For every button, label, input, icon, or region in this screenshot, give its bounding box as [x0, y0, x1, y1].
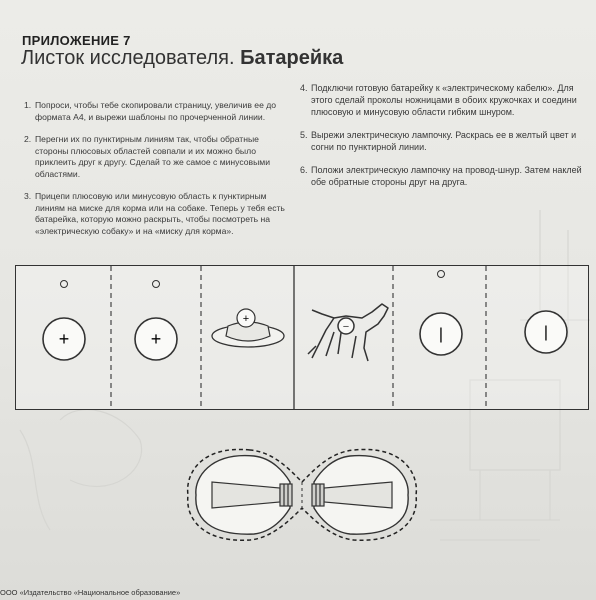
- instruction-text: Подключи готовую батарейку к «электрическому кабелю». Для этого сделай проколы ножницами в обоих кружочках и соедини плюсовую и минусовую области гибким шнуром.: [311, 83, 577, 117]
- instruction-number: 4.: [300, 83, 308, 93]
- battery-template-drawing: [16, 266, 588, 409]
- instruction-item: [300, 129, 592, 153]
- punch-hole-icon: [61, 281, 68, 288]
- plus-sign: +: [58, 329, 70, 349]
- instruction-number: 3.: [24, 191, 32, 201]
- minus-sign: −: [342, 321, 350, 333]
- instruction-item: [24, 191, 292, 237]
- dog-icon: [308, 304, 388, 361]
- bar-sign: |: [438, 326, 444, 343]
- instruction-text: Прицепи плюсовую или минусовую область к пунктирным линиям на миске для корма или на собаке. Теперь у тебя есть батарейка, которую можно раскрыть, чтобы посмотреть на «электрическую собаку» и на «миску для корма».: [35, 191, 285, 236]
- food-bowl-icon: [212, 309, 284, 347]
- instruction-item: [300, 164, 592, 188]
- title-bold: Батарейка: [240, 47, 344, 69]
- appendix-label: ПРИЛОЖЕНИЕ 7: [22, 33, 131, 48]
- instruction-text: Вырежи электрическую лампочку. Раскрась ее в желтый цвет и согни по пунктирной линии.: [311, 130, 577, 152]
- page-title: [21, 47, 343, 70]
- instruction-number: 1.: [24, 100, 32, 110]
- plus-sign: +: [150, 329, 162, 349]
- plus-sign: +: [242, 313, 250, 325]
- instruction-number: 6.: [300, 165, 308, 175]
- instruction-item: [300, 82, 592, 118]
- instruction-number: 2.: [24, 134, 32, 144]
- bulb-left-icon: [212, 482, 292, 508]
- instruction-item: [24, 134, 292, 180]
- footer-publisher: ООО «Издательство «Национальное образование»: [0, 588, 181, 597]
- instruction-text: Перегни их по пунктирным линиям так, чтобы обратные стороны плюсовых областей совпали и их можно было приклеить друг к другу. Сделай то же самое с минусовыми областями.: [35, 134, 271, 179]
- instruction-item: [24, 100, 292, 123]
- punch-hole-icon: [438, 271, 445, 278]
- instructions-left-column: [24, 100, 292, 248]
- punch-hole-icon: [153, 281, 160, 288]
- lamp-template: [180, 440, 424, 550]
- instruction-number: 5.: [300, 130, 308, 140]
- bar-sign: |: [543, 324, 549, 341]
- instruction-text: Положи электрическую лампочку на провод-шнур. Затем наклей обе обратные стороны друг на друга.: [311, 165, 582, 187]
- title-prefix: Листок исследователя.: [21, 47, 235, 69]
- bulb-right-icon: [312, 482, 392, 508]
- instruction-text: Попроси, чтобы тебе скопировали страницу, увеличив ее до формата А4, и вырежи шаблоны по прочерченной линии.: [35, 100, 277, 122]
- instructions-right-column: [300, 82, 592, 199]
- battery-template-strip: [15, 265, 589, 410]
